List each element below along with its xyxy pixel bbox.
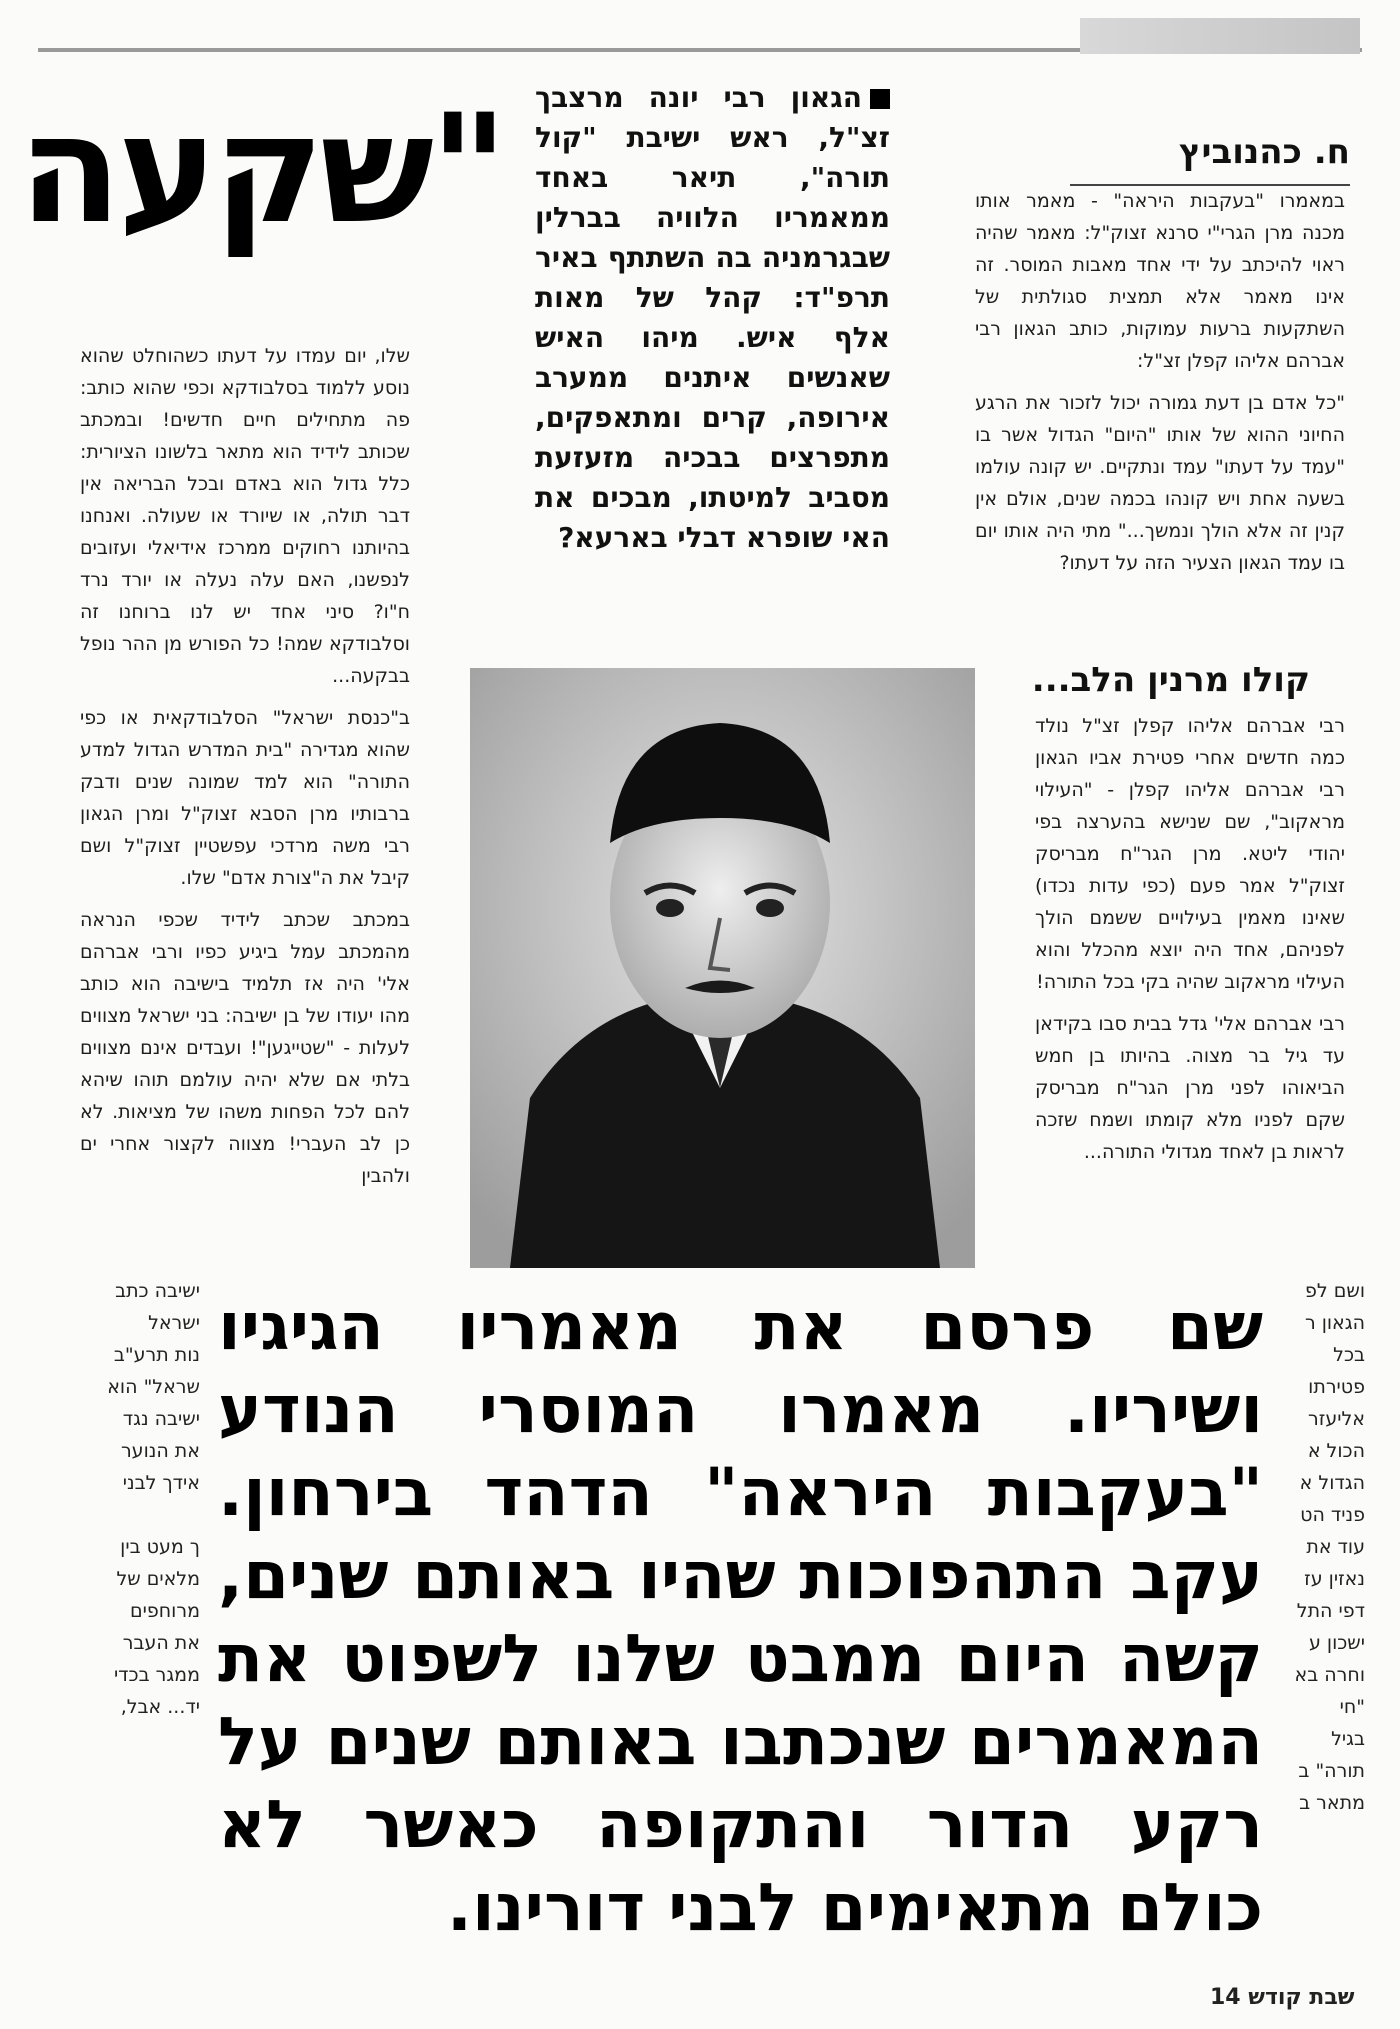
fragment-line: נאזין עז [1304,1568,1365,1590]
fragment-line: מרוחפים [130,1600,200,1622]
square-bullet-icon [870,89,890,109]
paragraph: במאמרו "בעקבות היראה" - מאמר אותו מכנה מרן הגרי"י סרנא זצוק"ל: מאמר שהיה ראוי להיכתב על ידי אחד מאבות המוסר. זה אינו מאמר אלא תמצית סגולתית של השתקעות ברעות עמוקות, כותב הגאון רבי אברהם אליהו קפלן זצ"ל: [975,190,1345,372]
fragment-line: ך מעט בין [120,1536,200,1558]
paragraph: רבי אברהם אליהו קפלן זצ"ל נולד כמה חדשים אחרי פטירת אביו הגאון רבי אברהם אליהו קפלן - "העילוי מראקוב", שם שנישא בהערצה בפי יהודי ליטא. מרן הגר"ח מבריסק זצוק"ל אמר פעם (כפי עדות נכדו) שאינו מאמין בעילויים ששמם הולך לפניהם, אחד היה יוצא מהכלל והוא העילוי מראקוב שהיה בקי בכל התורה! [1035,715,1345,993]
paragraph: רבי אברהם אלי' גדל בבית סבו בקידאן עד גיל בר מצוה. בהיותו בן חמש הביאוהו לפני מרן הגר"ח מבריסק שקם לפניו מלא קומתו ושמח שזכה לראות בן לאחד מגדולי התורה... [1035,1013,1345,1163]
portrait-photo [470,668,975,1268]
page-corner-tag [1080,18,1360,54]
paragraph: במכתב שכתב לידיד שכפי הנראה מהמכתב עמל ביגיע כפיו ורבי אברהם אלי' היה אז תלמיד בישיבה הוא כותב מהו יעודו של בן ישיבה: בני ישראל מצווים לעלות - "שטייגען"! ועבדים אינם מצווים בלתי אם שלא יהיה עולמם תוהו שיהא להם לכל הפחות משהו של מציאות. לא כן לב העברי! מצווה לקצור אחרי ים ולהבין [80,909,410,1187]
fragment-line: נות תרע"ב [113,1344,200,1366]
pull-quote: שם פרסם את מאמריו הגיגיו ושיריו. מאמרו המוסרי הנודע "בעקבות היראה" הדהד בירחון. עקב התהפוכות שהיו באותם שנים, קשה היום ממבט שלנו לשפוט את המאמרים שנכתבו באותם שנים על רקע הדור והתקופה כאשר לא כולם מתאימים לבני דורינו. [218,1288,1263,1946]
fragment-line: ישכון ע [1308,1632,1365,1654]
fragment-line: פטירתו [1308,1376,1365,1398]
byline: ח. כהנוביץ [1070,128,1350,186]
fragment-line: אליעזר [1308,1408,1365,1430]
fragment-line: בגיל [1331,1728,1365,1750]
fragment-line: ושם לפ [1305,1280,1365,1302]
portrait-illustration [470,668,975,1268]
right-fragment-column [1270,1275,1365,1819]
fragment-line: מתאר ב [1299,1792,1365,1814]
fragment-line: ישראל [148,1312,200,1334]
fragment-line: אידך לבני [122,1472,200,1494]
fragment-line: ישיבה נגד [122,1408,200,1430]
fragment-line: פניד הט [1300,1504,1365,1526]
paragraph: ב"כנסת ישראל" הסלבודקאית או כפי שהוא מגדירה "בית המדרש הגדול למדע התורה" הוא למד שמונה שנים ודבק ברבותיו מרן הסבא זצוק"ל ומרן הגאון רבי משה מרדכי עפשטיין זצוק"ל ושם קיבל את ה"צורת אדם" שלו. [80,707,410,889]
paragraph: "כל אדם בן דעת גמורה יכול לזכור את הרגע החיוני ההוא של אותו "היום" הגדול אשר בו "עמד על דעתו" עמד ונתקיים. יש קונה עולמו בשעה אחת ויש קונהו בכמה שנים, אולם אין קנין זה אלא הולך ונמשך..." מתי היה אותו יום בו עמד הגאון הצעיר הזה על דעתו? [975,392,1345,574]
fragment-line: בכל [1333,1344,1365,1366]
spacer [80,1499,200,1531]
fragment-line: הכול א [1307,1440,1365,1462]
fragment-line: יד... אבל, [120,1696,200,1718]
fragment-line: עוד את [1306,1536,1365,1558]
fragment-line: את העבר [122,1632,200,1654]
left-column [80,340,410,1202]
headline: "שקעה [18,83,504,257]
page-footer: 14 שבת קודש [1210,1985,1355,2010]
fragment-line: שראל" הוא [107,1376,200,1398]
fragment-line: הגדול א [1299,1472,1365,1494]
fragment-line: וחרה בא [1294,1664,1365,1686]
fragment-line: הגאון ר [1304,1312,1365,1334]
fragment-line: תורה" ב [1298,1760,1365,1782]
fragment-line: דפי התל [1296,1600,1365,1622]
fragment-line: "חי [1339,1696,1365,1718]
right-column-top [975,185,1345,589]
fragment-line: מלאים של [116,1568,200,1590]
fragment-line: ישיבה כתב [115,1280,200,1302]
left-fragment-column [80,1275,200,1723]
paragraph: שלו, יום עמדו על דעתו כשהוחלט שהוא נוסע ללמוד בסלבודקא וכפי שהוא כותב: פה מתחילים חיים חדשים! ובמכתב שכותב לידיד הוא מתאר בלשונו הציורית: כלל גדול הוא באדם ובכל הבריאה אין דבר תולה, או שיורד או שעולה. ואנחנו בהיותנו רחוקים ממרכז אידיאלי ועזובים לנפשנו, האם עלה נעלה או יורד נרד ח"ו? סיני אחד יש לנו ברוחנו זה וסלבודקא שמה! כל הפורש מן ההר נופל בבקעה... [80,345,410,687]
sub-headline: קולו מרנין הלב... [1031,660,1310,700]
intro-paragraph [535,78,890,558]
fragment-line: ממגר בכדי [113,1664,200,1686]
intro-text: הגאון רבי יונה מרצבך זצ"ל, ראש ישיבת "קול תורה", תיאר באחד ממאמריו הלוויה בברלין שבגרמניה בה השתתף באיר תרפ"ד: קהל של מאות אלף איש. מיהו האיש שאנשים איתנים ממערב אירופה, קרים ומתאפקים, מתפרצים בבכיה מזעזעת מסביב למיטתו, מבכים את האי שופרא דבלי בארעא? [535,81,890,554]
right-column-middle [1035,710,1345,1178]
fragment-line: את הנוער [120,1440,200,1462]
